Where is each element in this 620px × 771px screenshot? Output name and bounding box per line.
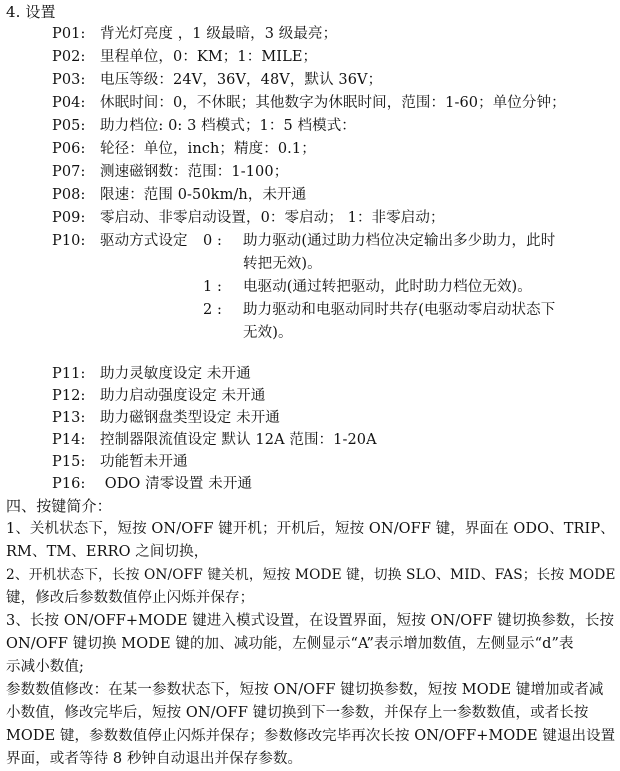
param-row-p16 xyxy=(52,474,252,494)
param-row-p02 xyxy=(52,47,317,67)
param-row-p01 xyxy=(52,24,337,44)
param-modify-line-1: 参数数值修改：在某一参数状态下，短按 ON/OFF 键切换参数，短按 MODE 键增加或者减 xyxy=(6,682,604,698)
param-row-p10 xyxy=(52,231,188,251)
param-code: P11: xyxy=(52,366,86,382)
param-desc: 助力启动强度设定 未开通 xyxy=(100,388,266,404)
param-row-p15 xyxy=(52,452,188,472)
param-code: P04: xyxy=(52,95,86,111)
param-desc: 电压等级：24V，36V，48V，默认 36V； xyxy=(100,72,383,88)
param-row-p07 xyxy=(52,162,288,182)
param-row-p04 xyxy=(52,93,566,113)
param-modify-line-2: 小数值，修改完毕后，短按 ON/OFF 键切换到下一参数，并保存上一参数数值，或者长按 xyxy=(6,705,589,721)
button-desc-2-line-1: 2、开机状态下，长按 ON/OFF 键关机，短按 MODE 键，切换 SLO、MID、FAS；长按 MODE xyxy=(6,567,616,583)
param-desc: 功能暂未开通 xyxy=(100,454,188,470)
param-code: P06: xyxy=(52,141,86,157)
button-desc-3-line-1: 3、长按 ON/OFF+MODE 键进入模式设置，在设置界面，短按 ON/OFF 键切换参数，长按 xyxy=(6,613,615,629)
param-code: P15: xyxy=(52,454,86,470)
param-desc: 零启动、非零启动设置，0：零启动； 1：非零启动； xyxy=(100,210,445,226)
p10-option-2-text-cont: 无效)。 xyxy=(243,325,293,341)
param-code: P08: xyxy=(52,187,86,203)
param-desc: ODO 清零设置 未开通 xyxy=(100,476,253,492)
param-code: P13: xyxy=(52,410,86,426)
button-desc-1-line-1: 1、关机状态下，短按 ON/OFF 键开机；开机后，短按 ON/OFF 键，界面在 ODO、TRIP、 xyxy=(6,521,615,537)
param-desc: 控制器限流值设定 默认 12A 范围：1-20A xyxy=(100,432,377,448)
param-desc: 里程单位，0：KM；1：MILE； xyxy=(100,49,318,65)
param-row-p13 xyxy=(52,408,280,428)
button-desc-3-line-2: ON/OFF 键切换 MODE 键的加、减功能，左侧显示“A”表示增加数值，左侧显示“d”表 xyxy=(6,636,574,652)
param-row-p03 xyxy=(52,70,382,90)
param-desc: 限速：范围 0-50km/h，未开通 xyxy=(100,187,307,203)
button-desc-1-line-2: RM、TM、ERRO 之间切换， xyxy=(6,544,209,560)
param-row-p06 xyxy=(52,139,316,159)
param-code: P09: xyxy=(52,210,86,226)
p10-option-2-key: 2 : xyxy=(203,302,223,318)
param-row-p12 xyxy=(52,386,265,406)
p10-option-0-text-cont: 转把无效)。 xyxy=(243,256,322,272)
p10-option-0-text: 助力驱动(通过助力档位决定输出多少助力，此时 xyxy=(243,233,556,249)
param-desc: 驱动方式设定 xyxy=(100,233,188,249)
param-desc: 助力磁钢盘类型设定 未开通 xyxy=(100,410,280,426)
p10-option-1-text: 电驱动(通过转把驱动，此时助力档位无效)。 xyxy=(243,279,532,295)
param-desc: 轮径：单位，inch；精度：0.1； xyxy=(100,141,316,157)
param-modify-line-4: 界面，或者等待 8 秒钟自动退出并保存参数。 xyxy=(6,751,303,767)
param-row-p09 xyxy=(52,208,445,228)
p10-option-2-text: 助力驱动和电驱动同时共存(电驱动零启动状态下 xyxy=(243,302,556,318)
param-desc: 助力灵敏度设定 未开通 xyxy=(100,366,251,382)
param-row-p05 xyxy=(52,116,356,136)
param-code: P07: xyxy=(52,164,86,180)
button-desc-3-line-3: 示减小数值; xyxy=(6,659,84,675)
param-code: P03: xyxy=(52,72,86,88)
param-modify-line-3: MODE 键，参数数值停止闪烁并保存；参数修改完毕再次长按 ON/OFF+MODE 键退出设置 xyxy=(6,728,616,744)
param-code: P02: xyxy=(52,49,86,65)
param-code: P14: xyxy=(52,432,86,448)
param-code: P01: xyxy=(52,26,86,42)
button-desc-2-line-2: 键，修改后参数数值停止闪烁并保存； xyxy=(6,590,255,606)
param-row-p14 xyxy=(52,430,377,450)
param-code: P05: xyxy=(52,118,86,134)
section-4-heading: 4. 设置 xyxy=(6,3,56,21)
param-desc: 助力档位: 0: 3 档模式；1：5 档模式： xyxy=(100,118,356,134)
param-code: P16: xyxy=(52,476,86,492)
param-code: P10: xyxy=(52,233,86,249)
buttons-section-heading: 四、按键简介： xyxy=(6,497,112,515)
param-desc: 背光灯亮度 ，1 级最暗，3 级最亮； xyxy=(100,26,338,42)
param-desc: 休眠时间：0，不休眠；其他数字为休眠时间，范围：1-60；单位分钟； xyxy=(100,95,566,111)
param-code: P12: xyxy=(52,388,86,404)
param-desc: 测速磁钢数：范围：1-100； xyxy=(100,164,289,180)
p10-option-1-key: 1 : xyxy=(203,279,223,295)
param-row-p08 xyxy=(52,185,306,205)
param-row-p11 xyxy=(52,364,251,384)
p10-option-0-key: 0 : xyxy=(203,233,223,249)
